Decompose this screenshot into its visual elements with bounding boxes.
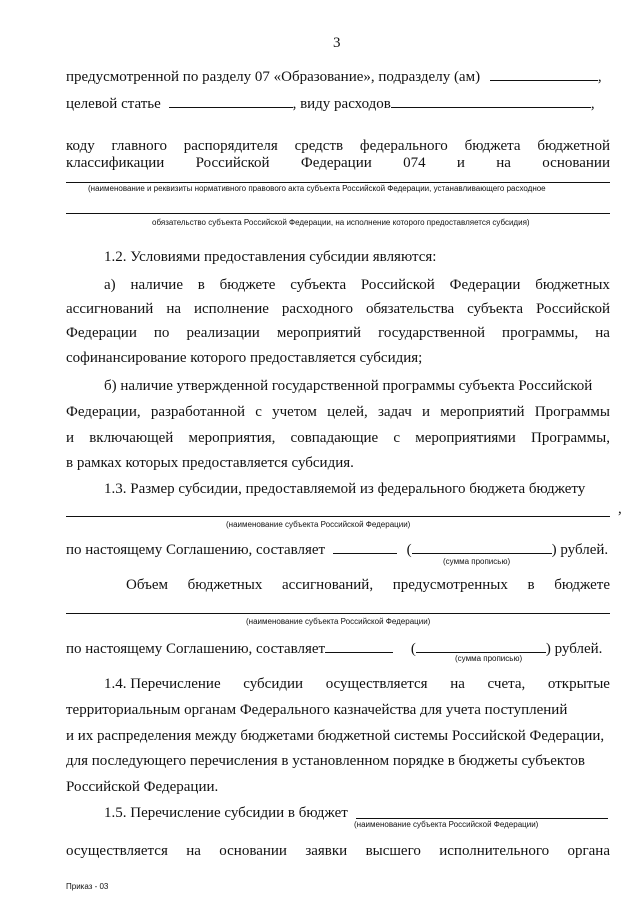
clause-1-4-line-1 — [104, 675, 610, 693]
word: счета, — [487, 676, 526, 692]
word: разработанной — [150, 404, 245, 420]
word: 074 — [403, 155, 426, 171]
open-paren: ( — [406, 542, 412, 558]
word: на — [496, 155, 511, 171]
word: бюджета — [464, 138, 521, 154]
word: высшего — [365, 843, 421, 859]
word: классификации — [66, 155, 165, 171]
word: расходного — [281, 301, 353, 317]
expense-type-blank[interactable] — [391, 93, 591, 108]
word: бюджетной — [537, 138, 610, 154]
word: на — [595, 325, 610, 341]
word: 1.4. Перечисление — [104, 676, 221, 692]
amount-words-blank-1[interactable] — [412, 539, 552, 554]
sum-words-caption-2: (сумма прописью) — [455, 654, 523, 663]
clause-1-3-comma: , — [618, 501, 622, 517]
line-2-end: , — [590, 96, 595, 112]
clause-1-4-line-5: Российской Федерации. — [66, 779, 219, 795]
line-4 — [66, 154, 610, 172]
word: по — [153, 325, 170, 341]
word: основании — [542, 155, 610, 171]
word: а) — [104, 277, 116, 293]
word: исполнительного — [439, 843, 550, 859]
word: бюджетных — [187, 577, 263, 593]
open-paren: ( — [410, 641, 416, 657]
amount-words-blank-2[interactable] — [416, 638, 546, 653]
page-number: 3 — [333, 35, 341, 51]
word: федерального — [359, 138, 448, 154]
word: мероприятий — [440, 404, 525, 420]
clause-1-2-a-line-2 — [66, 300, 610, 318]
legal-act-blank[interactable] — [66, 182, 610, 183]
clause-1-2-a-line-1 — [104, 276, 610, 294]
subject-name-caption-2: (наименование субъекта Российской Федерации) — [246, 617, 431, 626]
word: на — [450, 676, 465, 692]
word: бюджетных — [535, 277, 610, 293]
word: основании — [219, 843, 287, 859]
subject-name-caption-3: (наименование субъекта Российской Федерации) — [354, 820, 539, 829]
rubles-label: ) рублей. — [545, 641, 603, 657]
word: включающей — [89, 430, 174, 446]
word: Федерации, — [66, 404, 141, 420]
clause-1-5-line-2 — [66, 842, 610, 860]
subject-name-blank-3[interactable] — [356, 818, 608, 819]
subsection-blank[interactable] — [490, 66, 598, 81]
amount-blank-1[interactable] — [333, 539, 397, 554]
word: средств — [294, 138, 344, 154]
word: Федерации — [300, 155, 372, 171]
word: субсидии — [243, 676, 304, 692]
clause-1-2-b-line-4: в рамках которых предоставляется субсидия. — [66, 455, 354, 471]
word: субъекта — [467, 301, 524, 317]
word: осуществляется — [325, 676, 428, 692]
word: и — [66, 430, 75, 446]
word: с — [393, 430, 401, 446]
target-article-blank[interactable] — [169, 93, 293, 108]
sum-words-caption-1: (сумма прописью) — [443, 557, 511, 566]
word: распорядителя — [183, 138, 278, 154]
clause-1-5-line-1: 1.5. Перечисление субсидии в бюджет — [104, 805, 348, 821]
line-2 — [66, 93, 595, 113]
word: мероприятиями — [415, 430, 516, 446]
legal-act-blank-2[interactable] — [66, 213, 610, 214]
clause-1-2-title: 1.2. Условиями предоставления субсидии являются: — [104, 249, 437, 265]
word: и — [422, 404, 431, 420]
word: наличие — [130, 277, 183, 293]
word: бюджете — [219, 277, 276, 293]
word: мероприятия, — [188, 430, 276, 446]
word: в — [527, 577, 535, 593]
amount-blank-2[interactable] — [325, 638, 393, 653]
word: исполнение — [194, 301, 269, 317]
word: Программы, — [530, 430, 610, 446]
clause-1-4-line-4: для последующего перечисления в установленном порядке в бюджеты субъектов — [66, 753, 585, 769]
word: Российской — [536, 301, 610, 317]
word: органа — [567, 843, 610, 859]
clause-1-2-b-line-3 — [66, 429, 610, 447]
subject-name-blank-1[interactable] — [66, 516, 610, 517]
word: Российской — [195, 155, 270, 171]
word: учетом — [272, 404, 317, 420]
clause-1-2-a-line-4: софинансирование которого предоставляется субсидия; — [66, 350, 423, 366]
word: Федерации — [449, 277, 521, 293]
word: и — [456, 155, 465, 171]
word: задач — [377, 404, 412, 420]
word: Российской — [360, 277, 435, 293]
word: ассигнований — [66, 301, 154, 317]
word: реализации — [186, 325, 260, 341]
word: в — [197, 277, 205, 293]
word: государственной — [378, 325, 485, 341]
clause-1-2-b-line-1: б) наличие утвержденной государственной программы субъекта Российской — [104, 378, 593, 394]
target-article-label: целевой статье — [66, 96, 161, 112]
expense-type-label: , виду расходов — [292, 96, 391, 112]
line-1 — [66, 66, 602, 86]
clause-1-3-line-2 — [66, 539, 608, 559]
word: целей, — [327, 404, 368, 420]
word: на — [186, 843, 201, 859]
subject-name-blank-2[interactable] — [66, 613, 610, 614]
word: на — [166, 301, 181, 317]
clause-1-2-a-line-3 — [66, 324, 610, 342]
word: заявки — [305, 843, 348, 859]
clause-1-2-b-line-2 — [66, 403, 610, 421]
word: Объем — [126, 577, 168, 593]
word: главного — [111, 138, 167, 154]
line-3 — [66, 137, 610, 155]
word: бюджете — [554, 577, 610, 593]
clause-1-4-line-3: и их распределения между бюджетами бюджетной системы Российской Федерации, — [66, 728, 605, 744]
word: ассигнований, — [282, 577, 374, 593]
line-1-text: предусмотренной по разделу 07 «Образование», подразделу (ам) — [66, 69, 481, 85]
line-1-end: , — [597, 69, 602, 85]
word: совпадающие — [290, 430, 379, 446]
word: Программы — [534, 404, 610, 420]
clause-1-3-line-3 — [126, 576, 610, 594]
clause-1-3-line-1: 1.3. Размер субсидии, предоставляемой из федерального бюджета бюджету — [104, 481, 586, 497]
word: программы, — [502, 325, 579, 341]
word: субъекта — [290, 277, 347, 293]
footer-order-code: Приказ - 03 — [66, 882, 109, 891]
rubles-label: ) рублей. — [551, 542, 609, 558]
amount-label: по настоящему Соглашению, составляет — [66, 641, 326, 657]
legal-act-caption-2: обязательство субъекта Российской Федерации, на исполнение которого предоставляется субсидия) — [152, 218, 530, 227]
word: Федерации — [66, 325, 137, 341]
clause-1-4-line-2: территориальным органам Федерального казначейства для учета поступлений — [66, 702, 568, 718]
word: осуществляется — [66, 843, 168, 859]
legal-act-caption-1: (наименование и реквизиты нормативного правового акта субъекта Российской Федерации, устанавливающего расходное — [88, 184, 546, 193]
word: открытые — [547, 676, 610, 692]
subject-name-caption-1: (наименование субъекта Российской Федерации) — [226, 520, 411, 529]
word: коду — [66, 138, 95, 154]
word: предусмотренных — [392, 577, 508, 593]
word: мероприятий — [276, 325, 362, 341]
word: обязательства — [365, 301, 455, 317]
amount-label: по настоящему Соглашению, составляет — [66, 542, 326, 558]
word: с — [255, 404, 262, 420]
